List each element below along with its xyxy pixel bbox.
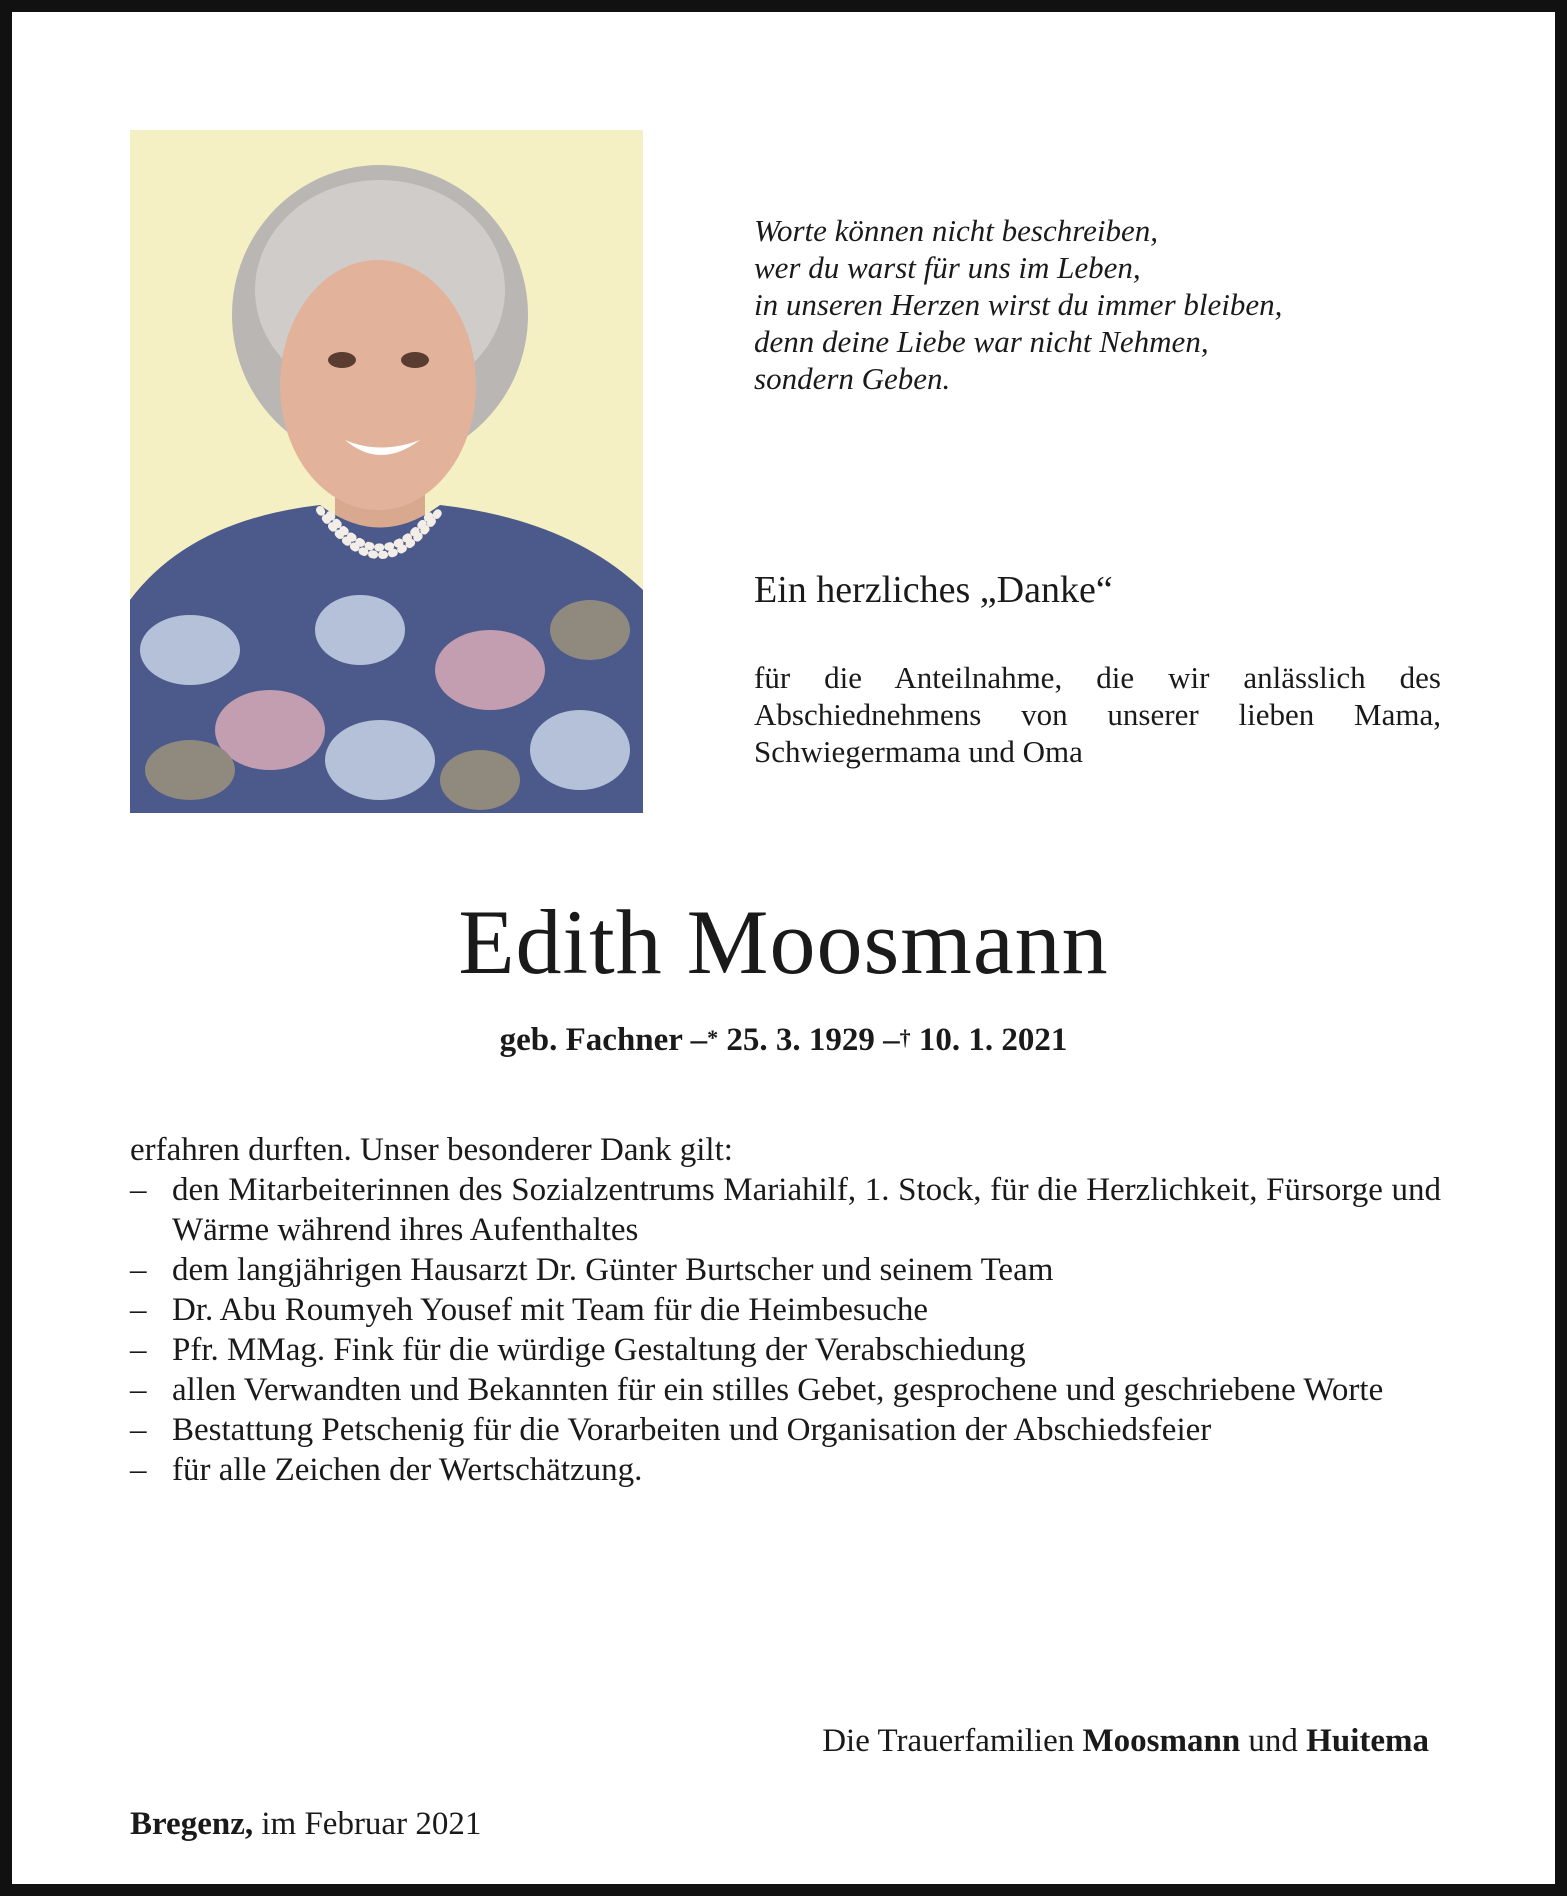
list-item <box>130 1410 1441 1450</box>
poem <box>754 212 1514 397</box>
danke-heading: Ein herzliches „Danke“ <box>754 569 1113 611</box>
list-item-text: Bestattung Petschenig für die Vorarbeiten und Organisation der Abschiedsfeier <box>172 1412 1212 1448</box>
signature-prefix: Die Trauerfamilien <box>822 1723 1075 1759</box>
separator: – <box>690 1022 708 1058</box>
list-item <box>130 1250 1441 1290</box>
list-item <box>130 1170 1441 1250</box>
list-dash: – <box>130 1452 147 1488</box>
poem-line: denn deine Liebe war nicht Nehmen, <box>754 324 1209 359</box>
birth-name: geb. Fachner <box>499 1022 683 1058</box>
death-date: 10. 1. 2021 <box>918 1022 1068 1058</box>
died-symbol: † <box>899 1025 911 1050</box>
poem-line: Worte können nicht beschreiben, <box>754 213 1159 248</box>
list-item-text: Dr. Abu Roumyeh Yousef mit Team für die Heimbesuche <box>172 1292 928 1328</box>
thanks-intro: für die Anteilnahme, die wir anlässlich des Abschiednehmens von unserer lieben Mama, Schwiegermama und Oma <box>754 660 1441 769</box>
date: im Februar 2021 <box>261 1806 482 1842</box>
list-dash: – <box>130 1412 147 1448</box>
signature <box>822 1721 1429 1761</box>
list-item-text: dem langjährigen Hausarzt Dr. Günter Burtscher und seinem Team <box>172 1252 1054 1288</box>
list-item-text: allen Verwandten und Bekannten für ein stilles Gebet, gesprochene und geschriebene Worte <box>172 1372 1384 1408</box>
list-item <box>130 1450 1441 1490</box>
list-item-text: für alle Zeichen der Wertschätzung. <box>172 1452 643 1488</box>
birth-date: 25. 3. 1929 <box>726 1022 875 1058</box>
list-item-text: Pfr. MMag. Fink für die würdige Gestaltung der Verabschiedung <box>172 1332 1026 1368</box>
portrait-photo <box>130 130 643 813</box>
thanks-lead: erfahren durften. Unser besonderer Dank gilt: <box>130 1132 733 1168</box>
place-date <box>130 1804 481 1844</box>
list-dash: – <box>130 1332 147 1368</box>
life-dates <box>12 1020 1555 1060</box>
family-name: Moosmann <box>1082 1723 1241 1759</box>
list-item <box>130 1370 1441 1410</box>
list-item <box>130 1290 1441 1330</box>
family-name: Huitema <box>1306 1723 1429 1759</box>
poem-line: in unseren Herzen wirst du immer bleiben, <box>754 287 1283 322</box>
signature-conjunction: und <box>1248 1723 1298 1759</box>
list-item <box>130 1330 1441 1370</box>
portrait-illustration <box>130 130 643 813</box>
list-dash: – <box>130 1172 147 1208</box>
list-dash: – <box>130 1252 147 1288</box>
separator: – <box>883 1022 900 1058</box>
poem-line: wer du warst für uns im Leben, <box>754 250 1141 285</box>
list-dash: – <box>130 1372 147 1408</box>
thanks-body <box>130 1130 1441 1490</box>
poem-line: sondern Geben. <box>754 361 951 396</box>
born-symbol: * <box>707 1025 719 1050</box>
list-item-text: den Mitarbeiterinnen des Sozialzentrums Mariahilf, 1. Stock, für die Herzlichkeit, Fürsorge und Wärme während ihres Aufenthaltes <box>172 1172 1441 1248</box>
deceased-name: Edith Moosmann <box>458 891 1109 993</box>
list-dash: – <box>130 1292 147 1328</box>
place: Bregenz, <box>130 1806 254 1842</box>
thanks-list <box>130 1170 1441 1490</box>
